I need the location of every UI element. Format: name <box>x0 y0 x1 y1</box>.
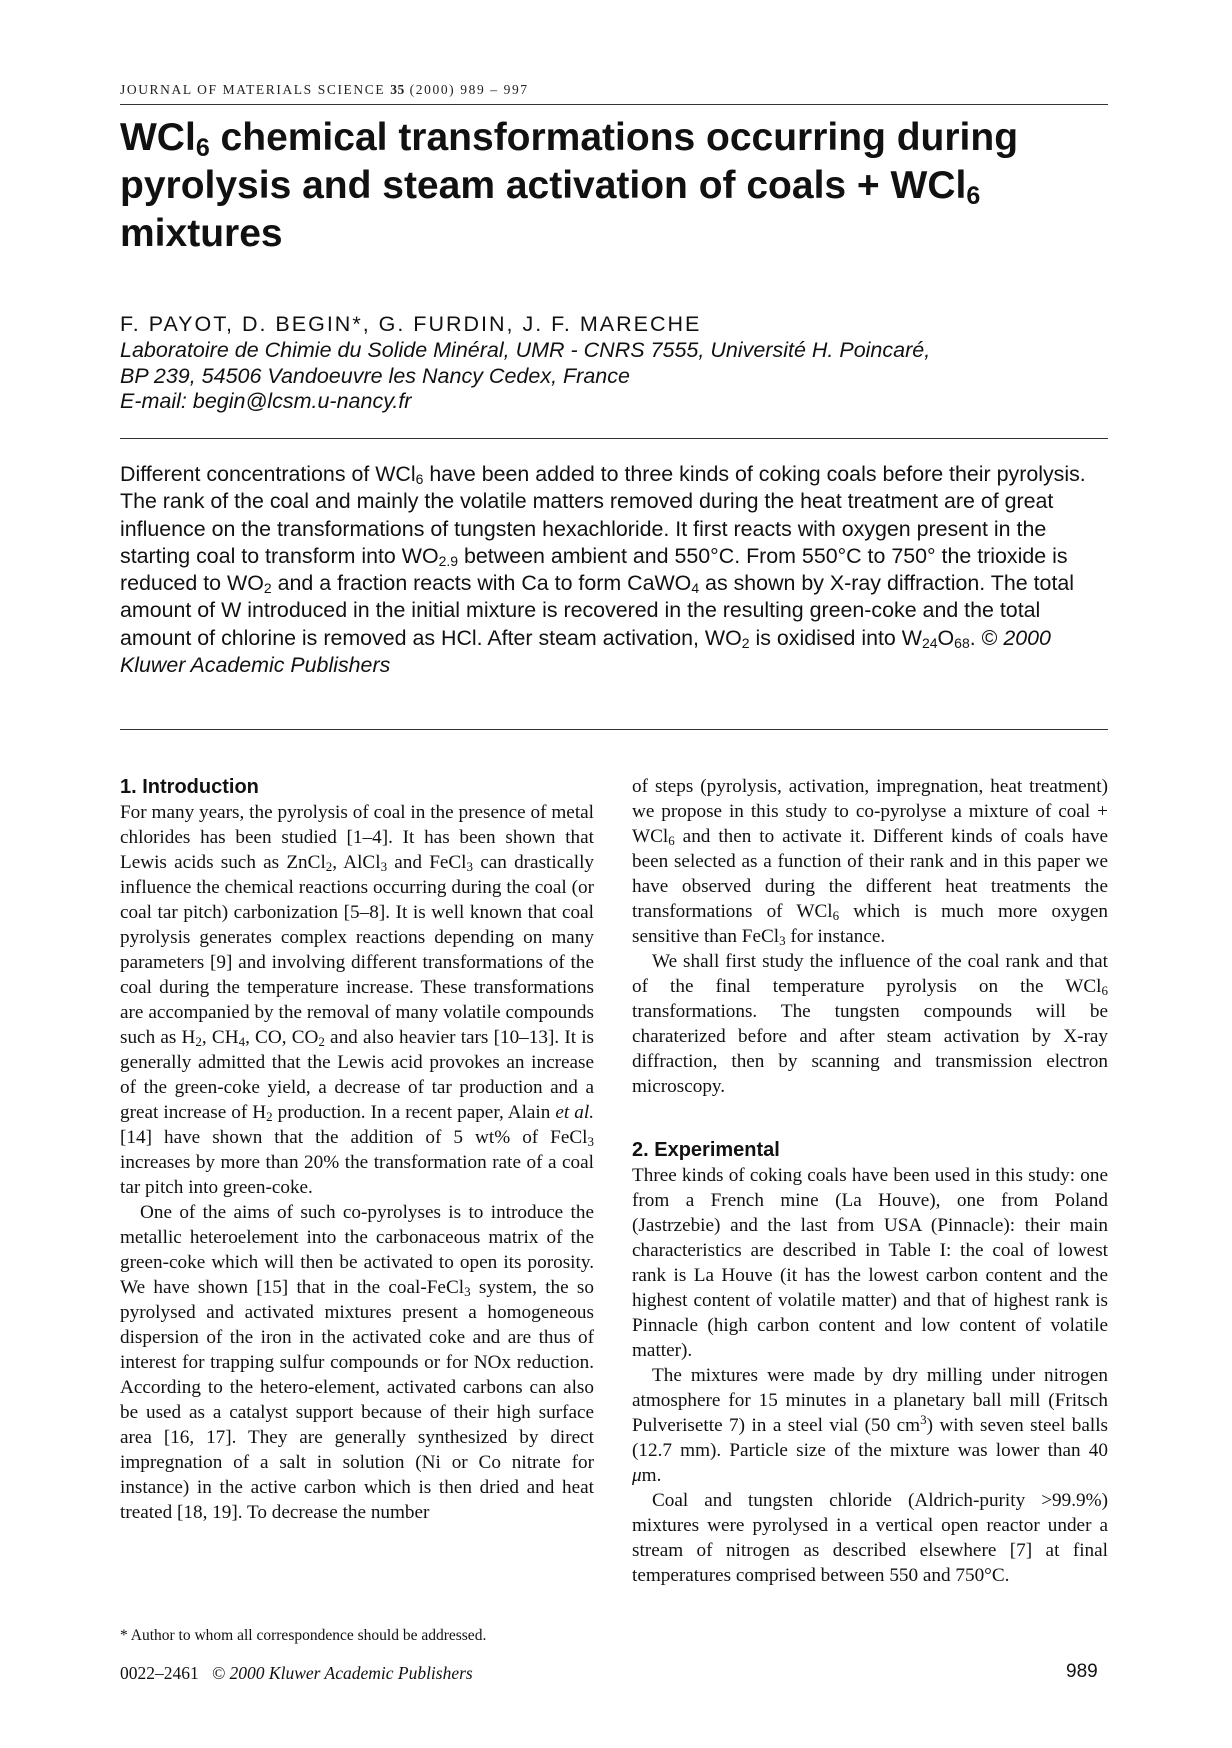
experimental-paragraph-1: Three kinds of coking coals have been used in this study: one from a French mine (La Houve), one from Poland (Jastrzebie) and the last from USA (Pinnacle): their main characteristics are described in Table I: the coal of lowest rank is La Houve (it has the lowest carbon content and the highest content of volatile matter) and that of highest rank is Pinnacle (high carbon content and low content of volatile matter). <box>632 1165 1108 1361</box>
intro-paragraph-1: For many years, the pyrolysis of coal in the presence of metal chlorides has been studied [1–4]. It has been shown that Lewis acids such as ZnCl$_2$, AlCl$_3$ and FeCl$_3$ can drastically influence the chemical reactions occurring during the coal (or coal tar pitch) carbonization [5–8]. It is well known that coal pyrolysis generates complex reactions depending on many parameters [9] and involving different transformations of the coal during the temperature increase. These transformations are accompanied by the removal of many volatile compounds such as $H_2$, $CH_4$, CO, $CO_2$ and also heavier tars [10–13]. It is generally admitted that the Lewis acid provokes an increase of the green-coke yield, a decrease of tar production and a great increase of $H_2$ production. In a recent paper, Alain et al. [14] have shown that the addition of 5 wt% of FeCl$_3$ increases by more than 20% the transformation rate of a coal tar pitch into green-coke. <box>120 802 595 1198</box>
author-list: F. PAYOT, D. BEGIN*, G. FURDIN, J. F. MARECHE <box>120 312 702 336</box>
intro-paragraph-4: We shall first study the influence of the coal rank and that of the final temperature pyrolysis on the WCl$_6$ transformations. The tungsten compounds will be charaterized before and after steam activation by X-ray diffraction, then by scanning and transmission electron microscopy. <box>632 951 1108 1097</box>
affiliation-line: Laboratoire de Chimie du Solide Minéral, UMR - CNRS 7555, Université H. Poincaré, <box>120 338 931 362</box>
header-rule <box>120 104 1108 105</box>
left-column <box>120 774 594 1525</box>
author-email[interactable]: E-mail: begin@lcsm.u-nancy.fr <box>120 389 412 413</box>
experimental-paragraph-3: Coal and tungsten chloride (Aldrich-purity >99.9%) mixtures were pyrolysed in a vertical open reactor under a stream of nitrogen as described elsewhere [7] at final temperatures comprised between 550 and 750°C. <box>632 1490 1108 1586</box>
footer-issn: 0022–2461 © 2000 Kluwer Academic Publishers <box>120 1663 473 1683</box>
right-column <box>632 774 1108 1588</box>
page-number: 989 <box>1066 1661 1098 1682</box>
article-title: WCl$_6$ chemical transformations occurring during pyrolysis and steam activation of coals + WCl$_6$ mixtures <box>120 116 1019 255</box>
abstract-top-rule <box>120 438 1108 439</box>
footer-copyright: © 2000 Kluwer Academic Publishers <box>211 1663 473 1683</box>
experimental-paragraph-2: The mixtures were made by dry milling under nitrogen atmosphere for 15 minutes in a planetary ball mill (Fritsch Pulverisette 7) in a steel vial (50 $cm^3$) with seven steel balls (12.7 mm). Particle size of the mixture was lower than 40 μm. <box>632 1365 1108 1486</box>
intro-paragraph-2: One of the aims of such co-pyrolyses is to introduce the metallic heteroelement into the carbonaceous matrix of the green-coke which will then be activated to open its porosity. We have shown [15] that in the coal-FeCl$_3$ system, the so pyrolysed and activated mixtures present a homogeneous dispersion of the iron in the activated coke and are thus of interest for trapping sulfur compounds or for NOx reduction. According to the hetero-element, activated carbons can also be used as a catalyst support because of their high surface area [16, 17]. They are generally synthesized by direct impregnation of a salt in solution (Ni or Co nitrate for instance) in the active carbon which is then dried and heat treated [18, 19]. To decrease the number <box>120 1202 594 1523</box>
affiliation-address: BP 239, 54506 Vandoeuvre les Nancy Cedex, France <box>120 363 630 388</box>
abstract: Different concentrations of WCl$_6$ have been added to three kinds of coking coals before their pyrolysis. The rank of the coal and mainly the volatile matters removed during the heat treatment are of great influence on the transformations of tungsten hexachloride. It first reacts with oxygen present in the starting coal to transform into $WO_{2.9}$ between ambient and 550°C. From 550°C to 750° the trioxide is reduced to $WO_2$ and a fraction reacts with Ca to form CaWO$_4$ as shown by X-ray diffraction. The total amount of W introduced in the initial mixture is recovered in the resulting green-coke and the total amount of chlorine is removed as HCl. After steam activation, $WO_2$ is oxidised into $W_{24}O_{68}$. © 2000 Kluwer Academic Publishers <box>120 462 1086 678</box>
journal-header: JOURNAL OF MATERIALS SCIENCE 35 (2000) 989 – 997 <box>120 82 529 97</box>
journal-volume: 35 <box>390 82 405 97</box>
intro-paragraph-3: of steps (pyrolysis, activation, impregnation, heat treatment) we propose in this study to co-pyrolyse a mixture of coal + WCl$_6$ and then to activate it. Different kinds of coals have been selected as a function of their rank and in this paper we have observed during the different heat treatments the transformations of WCl$_6$ which is much more oxygen sensitive than FeCl$_3$ for instance. <box>632 776 1108 948</box>
section-heading-experimental: 2. Experimental <box>632 1139 780 1161</box>
section-heading-introduction: 1. Introduction <box>120 776 259 798</box>
affiliation <box>120 338 930 415</box>
footnote: * Author to whom all correspondence should be addressed. <box>120 1627 487 1644</box>
abstract-publisher: 2000 Kluwer Academic Publishers <box>120 625 1051 678</box>
abstract-bottom-rule <box>120 729 1108 730</box>
